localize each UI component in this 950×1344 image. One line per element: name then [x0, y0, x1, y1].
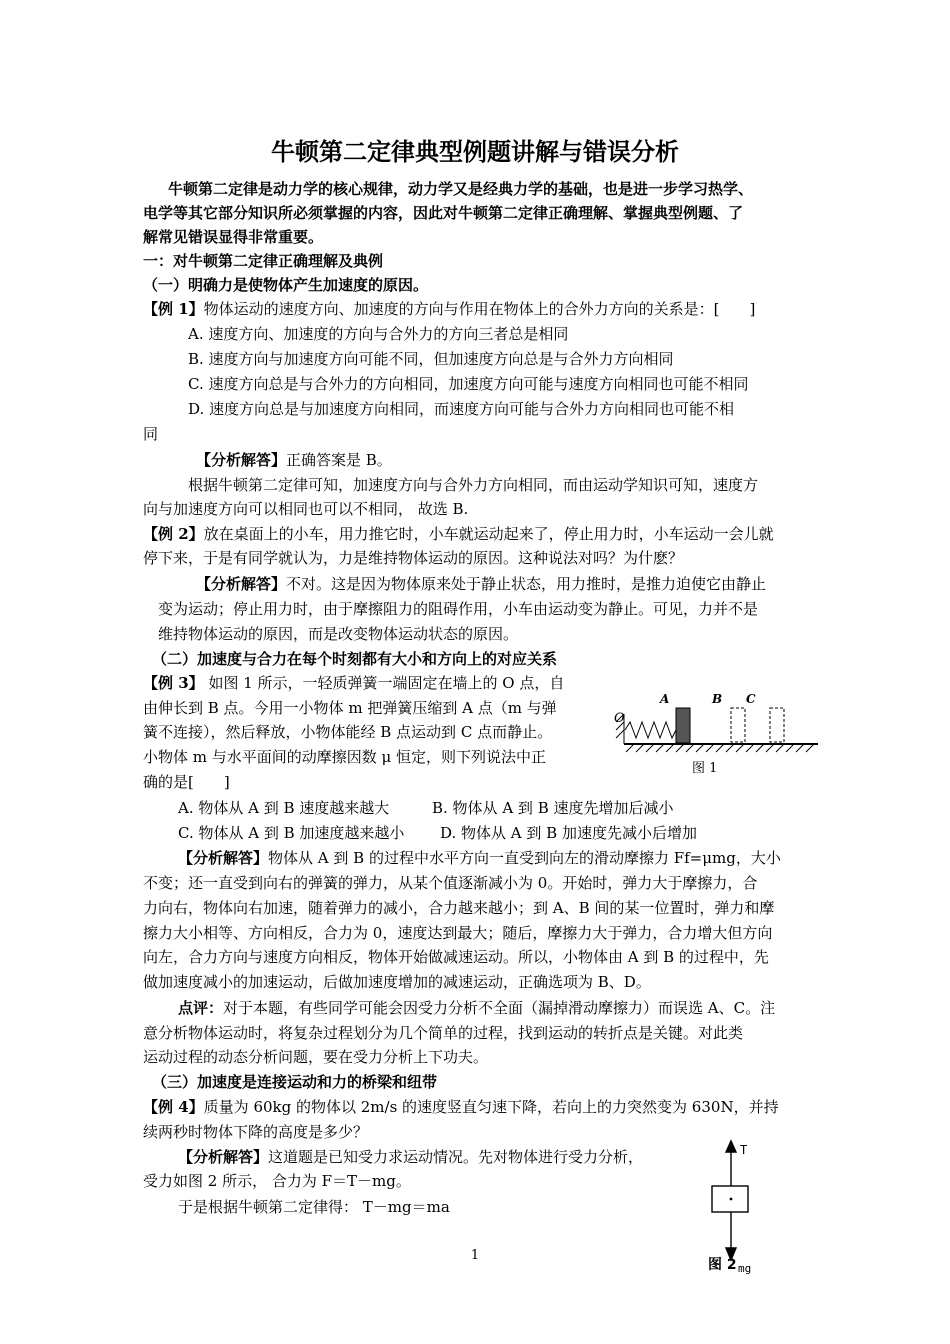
example-3-comment-2: 意分析物体运动时，将复杂过程划分为几个简单的过程，找到运动的转折点是关键。对此类	[143, 1024, 744, 1042]
center-dot	[730, 1198, 733, 1201]
example-3-comment-tag: 点评：	[178, 999, 224, 1017]
label-mg: mg	[738, 1262, 752, 1275]
example-4-answer-1	[178, 1146, 643, 1168]
example-3-answer-tag: 【分析解答】	[178, 849, 269, 867]
example-4-answer-2: 受力如图 2 所示， 合力为 F＝T－mg。	[143, 1172, 411, 1190]
example-3-answer-2: 不变；还一直受到向右的弹簧的弹力，从某个值逐渐减小为 0。开始时，弹力大于摩擦力，合	[143, 874, 758, 892]
example-2-question-1	[143, 523, 774, 545]
example-2-answer-1	[196, 573, 766, 595]
label-a: A	[660, 692, 670, 706]
example-2-tag: 【例 2】	[143, 525, 204, 543]
example-1-option-d-cont: 同	[143, 425, 159, 443]
spring	[625, 722, 676, 738]
example-3-text-1: 如图 1 所示，一轻质弹簧一端固定在墙上的 O 点，自	[203, 674, 565, 692]
example-4-tag: 【例 4】	[143, 1098, 204, 1116]
example-3-answer-1	[178, 847, 781, 869]
example-1-option-d: D. 速度方向总是与加速度方向相同，而速度方向可能与合外力方向相同也可能不相	[188, 400, 735, 418]
position-b-outline	[731, 708, 745, 742]
subsection-heading-2: （二）加速度与合力在每个时刻都有大小和方向上的对应关系	[152, 650, 558, 668]
example-1-option-c: C. 速度方向总是与合外力的方向相同，加速度方向可能与速度方向相同也可能不相同	[188, 375, 749, 393]
example-4-answer-text-1: 这道题是已知受力求运动情况。先对物体进行受力分析，	[268, 1148, 644, 1166]
example-4-text-1: 质量为 60kg 的物体以 2m/s 的速度竖直匀速下降，若向上的力突然变为 630N，并持	[203, 1098, 779, 1116]
label-c: C	[746, 692, 756, 706]
intro-line-1: 牛顿第二定律是动力学的核心规律，动力学又是经典力学的基础，也是进一步学习热学、	[168, 180, 754, 198]
example-3-answer-6: 做加速度减小的加速运动，后做加速度增加的减速运动，正确选项为 B、D。	[143, 973, 651, 991]
intro-line-2: 电学等其它部分知识所必须掌握的内容，因此对牛顿第二定律正确理解、掌握典型例题、了	[143, 204, 744, 222]
example-1-answer-text: 正确答案是 B。	[286, 451, 392, 469]
example-2-answer-3: 维持物体运动的原因，而是改变物体运动状态的原因。	[158, 625, 519, 643]
subsection-heading-3: （三）加速度是连接运动和力的桥梁和纽带	[152, 1073, 438, 1091]
intro-line-3: 解常见错误显得非常重要。	[143, 228, 324, 246]
section-heading-1: 一：对牛顿第二定律正确理解及典例	[143, 252, 384, 270]
example-1-question	[143, 298, 755, 320]
example-2-answer-2: 变为运动；停止用力时，由于摩擦阻力的阻碍作用，小车由运动变为静止。可见，力并不是	[158, 600, 759, 618]
example-1-answer-tag: 【分析解答】	[196, 451, 287, 469]
example-3-tag: 【例 3】	[143, 674, 204, 692]
page-number: 1	[470, 1248, 480, 1263]
example-1-explain-2: 向与加速度方向可以相同也可以不相同， 故选 B.	[143, 500, 469, 518]
label-t: T	[740, 1143, 748, 1157]
ground-hatch	[626, 744, 814, 752]
example-3-answer-3: 力向右，物体向右加速，随着弹力的减小，合力越来越小；到 A、B 间的某一位置时，弹力和摩	[143, 899, 775, 917]
example-3-question-4: 小物体 m 与水平面间的动摩擦因数 μ 恒定，则下列说法中正	[143, 748, 547, 766]
block-m	[676, 708, 690, 743]
example-2-answer-text-1: 不对。这是因为物体原来处于静止状态，用力推时，是推力迫使它由静止	[286, 575, 767, 593]
tension-arrow-head	[726, 1141, 736, 1152]
example-3-comment-1	[178, 997, 775, 1019]
spring-block-diagram	[612, 686, 824, 778]
example-3-option-a: A. 物体从 A 到 B 速度越来越大	[178, 799, 390, 817]
example-1-option-b: B. 速度方向与加速度方向可能不同，但加速度方向总是与合外力方向相同	[188, 350, 674, 368]
subsection-heading-1: （一）明确力是使物体产生加速度的原因。	[143, 276, 429, 294]
example-3-question-1	[143, 672, 564, 694]
example-4-question-2: 续两秒时物体下降的高度是多少？	[143, 1123, 369, 1141]
example-1-option-a: A. 速度方向、加速度的方向与合外力的方向三者总是相同	[188, 325, 569, 343]
example-3-option-b: B. 物体从 A 到 B 速度先增加后减小	[432, 799, 674, 817]
figure-1	[612, 686, 824, 778]
example-3-question-2: 由伸长到 B 点。今用一小物体 m 把弹簧压缩到 A 点（m 与弹	[143, 699, 557, 717]
label-o: O	[614, 711, 625, 726]
example-1-tag: 【例 1】	[143, 300, 204, 318]
figure-2-caption: 图 2	[708, 1257, 737, 1273]
example-1-text: 物体运动的速度方向、加速度的方向与作用在物体上的合外力方向的关系是：[ ]	[203, 300, 756, 318]
figure-1-caption: 图 1	[692, 761, 718, 776]
example-3-answer-4: 擦力大小相等、方向相反，合力为 0，速度达到最大；随后，摩擦力大于弹力，合力增大但方向	[143, 924, 773, 942]
example-3-question-3: 簧不连接），然后释放，小物体能经 B 点运动到 C 点而静止。	[143, 723, 553, 741]
example-1-answer	[196, 449, 392, 471]
example-3-comment-text-1: 对于本题，有些同学可能会因受力分析不全面（漏掉滑动摩擦力）而误选 A、C。注	[223, 999, 776, 1017]
example-2-answer-tag: 【分析解答】	[196, 575, 287, 593]
example-4-answer-tag: 【分析解答】	[178, 1148, 269, 1166]
example-3-option-c: C. 物体从 A 到 B 加速度越来越小	[178, 824, 405, 842]
page-title: 牛顿第二定律典型例题讲解与错误分析	[271, 138, 679, 166]
example-2-question-2: 停下来，于是有同学就认为，力是维持物体运动的原因。这种说法对吗？为什麽？	[143, 549, 684, 567]
example-4-answer-3: 于是根据牛顿第二定律得： T－mg＝ma	[178, 1198, 450, 1216]
example-3-answer-5: 向左，合力方向与速度方向相反，物体开始做减速运动。所以，小物体由 A 到 B 的过程中，先	[143, 948, 769, 966]
example-1-explain-1: 根据牛顿第二定律可知，加速度方向与合外力方向相同，而由运动学知识可知，速度方	[188, 476, 759, 494]
position-c-outline	[770, 708, 784, 742]
example-3-answer-text-1: 物体从 A 到 B 的过程中水平方向一直受到向左的滑动摩擦力 Ff=μmg，大小	[268, 849, 781, 867]
example-3-option-d: D. 物体从 A 到 B 加速度先减小后增加	[440, 824, 697, 842]
example-2-text-1: 放在桌面上的小车，用力推它时，小车就运动起来了，停止用力时，小车运动一会儿就	[203, 525, 774, 543]
example-3-question-5: 确的是[ ]	[143, 773, 230, 791]
example-4-question-1	[143, 1096, 779, 1118]
example-3-comment-3: 运动过程的动态分析问题，要在受力分析上下功夫。	[143, 1048, 489, 1066]
label-b: B	[712, 692, 723, 706]
